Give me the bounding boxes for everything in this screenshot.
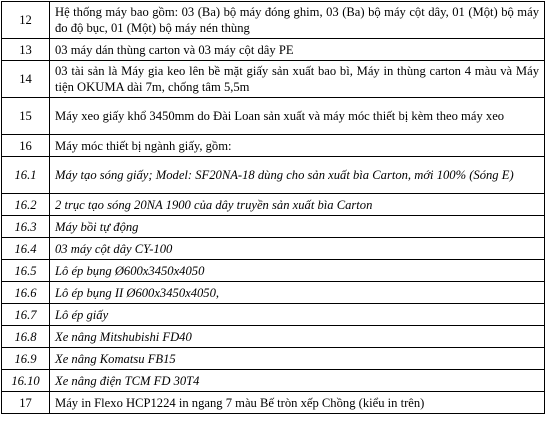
row-number: 17 — [2, 392, 50, 414]
row-number: 16.1 — [2, 157, 50, 194]
row-number: 16.7 — [2, 304, 50, 326]
row-description: Xe nâng Mitshubishi FD40 — [50, 326, 545, 348]
row-number: 16.6 — [2, 282, 50, 304]
row-number: 16.5 — [2, 260, 50, 282]
table-row — [2, 157, 545, 194]
table-row — [2, 326, 545, 348]
row-number: 16.9 — [2, 348, 50, 370]
row-number: 16.10 — [2, 370, 50, 392]
row-number: 16.2 — [2, 194, 50, 216]
row-number: 12 — [2, 2, 50, 39]
row-description: Máy xeo giấy khổ 3450mm do Đài Loan sản xuất và máy móc thiết bị kèm theo máy xeo — [50, 98, 545, 135]
table-row — [2, 370, 545, 392]
row-number: 16.4 — [2, 238, 50, 260]
row-description: Máy in Flexo HCP1224 in ngang 7 màu Bế tròn xếp Chồng (kiểu in trên) — [50, 392, 545, 414]
row-number: 16.3 — [2, 216, 50, 238]
asset-list-body — [2, 2, 545, 414]
table-row — [2, 304, 545, 326]
table-row — [2, 282, 545, 304]
table-row — [2, 39, 545, 61]
row-number: 15 — [2, 98, 50, 135]
table-row — [2, 392, 545, 414]
row-number: 16.8 — [2, 326, 50, 348]
table-row — [2, 98, 545, 135]
row-description: Xe nâng Komatsu FB15 — [50, 348, 545, 370]
table-row — [2, 194, 545, 216]
row-number: 13 — [2, 39, 50, 61]
row-description: Lô ép giấy — [50, 304, 545, 326]
table-row — [2, 238, 545, 260]
row-description: 03 máy cột dây CY-100 — [50, 238, 545, 260]
row-description: Lô ép bụng Ø600x3450x4050 — [50, 260, 545, 282]
row-description: 03 tài sản là Máy gia keo lên bề mặt giấy sản xuất bao bì, Máy in thùng carton 4 màu và Máy tiện OKUMA dài 7m, chống tâm 5,5m — [50, 61, 545, 98]
table-row — [2, 61, 545, 98]
row-description: 03 máy dán thùng carton và 03 máy cột dây PE — [50, 39, 545, 61]
table-row — [2, 216, 545, 238]
row-description: Máy bồi tự động — [50, 216, 545, 238]
row-description: Máy tạo sóng giấy; Model: SF20NA-18 dùng cho sản xuất bìa Carton, mới 100% (Sóng E) — [50, 157, 545, 194]
table-row — [2, 135, 545, 157]
row-description: Hệ thống máy bao gồm: 03 (Ba) bộ máy đóng ghim, 03 (Ba) bộ máy cột dây, 01 (Một) bộ máy đo độ bục, 01 (Một) bộ máy nén thùng — [50, 2, 545, 39]
table-row — [2, 2, 545, 39]
asset-list-table — [1, 1, 545, 414]
row-number: 14 — [2, 61, 50, 98]
table-row — [2, 348, 545, 370]
row-number: 16 — [2, 135, 50, 157]
row-description: Xe nâng điện TCM FD 30T4 — [50, 370, 545, 392]
table-row — [2, 260, 545, 282]
row-description: Máy móc thiết bị ngành giấy, gồm: — [50, 135, 545, 157]
row-description: 2 trục tạo sóng 20NA 1900 của dây truyền sản xuất bìa Carton — [50, 194, 545, 216]
row-description: Lô ép bụng II Ø600x3450x4050, — [50, 282, 545, 304]
